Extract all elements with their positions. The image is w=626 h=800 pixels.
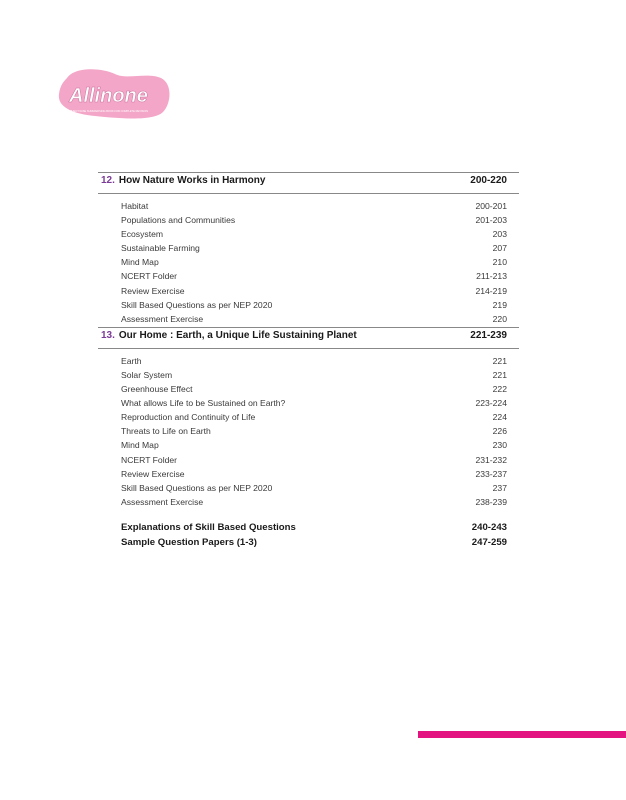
chapter-title: How Nature Works in Harmony [118,175,266,186]
topic-page: 231-232 [475,454,507,465]
topic-page: 224 [492,412,507,423]
extra-sections [98,520,519,550]
topic-name: Review Exercise [121,285,185,296]
svg-text:SUBJECT-WISE SUMMARISING BOOK: SUBJECT-WISE SUMMARISING BOOK FOR COMPLETE REVISION [67,110,148,113]
extra-row[interactable] [98,535,519,550]
chapter-title: Our Home : Earth, a Unique Life Sustaining Planet [118,329,357,341]
topic-page: 210 [492,257,507,268]
topic-page: 203 [492,229,507,240]
topic-row[interactable] [98,410,519,424]
topic-name: Review Exercise [121,468,185,479]
topic-row[interactable] [98,284,519,298]
topic-row[interactable] [98,467,519,481]
topic-row[interactable] [98,241,519,255]
chapter-section [98,327,519,509]
topic-row[interactable] [98,424,519,438]
topic-page: 222 [492,384,507,395]
topic-name: What allows Life to be Sustained on Earth? [121,398,286,409]
topic-page: 211-213 [476,271,507,282]
topic-row[interactable] [98,481,519,495]
topic-page: 233-237 [475,468,507,479]
topic-name: Skill Based Questions as per NEP 2020 [121,299,273,310]
svg-text:Allinone: Allinone [69,85,148,107]
topic-name: Threats to Life on Earth [121,426,211,437]
chapter-pages: 200-220 [470,175,507,186]
all-in-one-logo [55,64,175,124]
topic-row[interactable] [98,453,519,467]
extra-pages: 240-243 [471,521,507,533]
topic-row[interactable] [98,269,519,283]
table-of-contents [98,172,519,550]
chapter-pages: 221-239 [470,329,507,341]
topic-row[interactable] [98,255,519,269]
topic-row[interactable] [98,354,519,368]
footer-accent-bar [418,731,626,738]
topic-page: 221 [492,369,507,380]
extra-title: Sample Question Papers (1-3) [121,536,257,548]
extra-pages: 247-259 [471,536,507,548]
topic-page: 219 [492,299,507,310]
topic-row[interactable] [98,382,519,396]
topic-name: NCERT Folder [121,271,178,282]
chapter-section [98,172,519,326]
topic-name: Skill Based Questions as per NEP 2020 [121,482,273,493]
topic-page: 238-239 [475,496,507,507]
topic-name: Assessment Exercise [121,496,204,507]
chapter-number: 13. [101,329,115,341]
topic-row[interactable] [98,199,519,213]
topic-row[interactable] [98,227,519,241]
topic-row[interactable] [98,368,519,382]
topic-row[interactable] [98,213,519,227]
chapter-number: 12. [101,175,115,186]
topic-page: 201-203 [475,215,507,226]
topic-name: Ecosystem [121,229,164,240]
topic-page: 214-219 [475,285,507,296]
topic-name: NCERT Folder [121,454,178,465]
topic-row[interactable] [98,495,519,509]
topic-name: Populations and Communities [121,215,236,226]
topic-page: 226 [492,426,507,437]
topic-row[interactable] [98,438,519,452]
topic-name: Mind Map [121,257,159,268]
topic-page: 220 [492,313,507,324]
topic-name: Earth [121,355,142,366]
chapter-heading[interactable] [98,327,519,349]
topic-row[interactable] [98,312,519,326]
topic-page: 237 [492,482,507,493]
topic-name: Reproduction and Continuity of Life [121,412,256,423]
topic-name: Habitat [121,201,149,211]
topic-page: 221 [492,355,507,366]
topic-page: 230 [492,440,507,451]
topic-name: Greenhouse Effect [121,384,193,395]
topic-row[interactable] [98,298,519,312]
topic-page: 207 [492,243,507,254]
chapter-heading[interactable] [98,172,519,194]
topic-name: Solar System [121,369,173,380]
topic-page: 223-224 [475,398,507,409]
topic-page: 200-201 [475,201,507,211]
topic-name: Mind Map [121,440,159,451]
topic-row[interactable] [98,396,519,410]
extra-row[interactable] [98,520,519,535]
topic-name: Assessment Exercise [121,313,204,324]
topic-name: Sustainable Farming [121,243,200,254]
extra-title: Explanations of Skill Based Questions [121,521,296,533]
